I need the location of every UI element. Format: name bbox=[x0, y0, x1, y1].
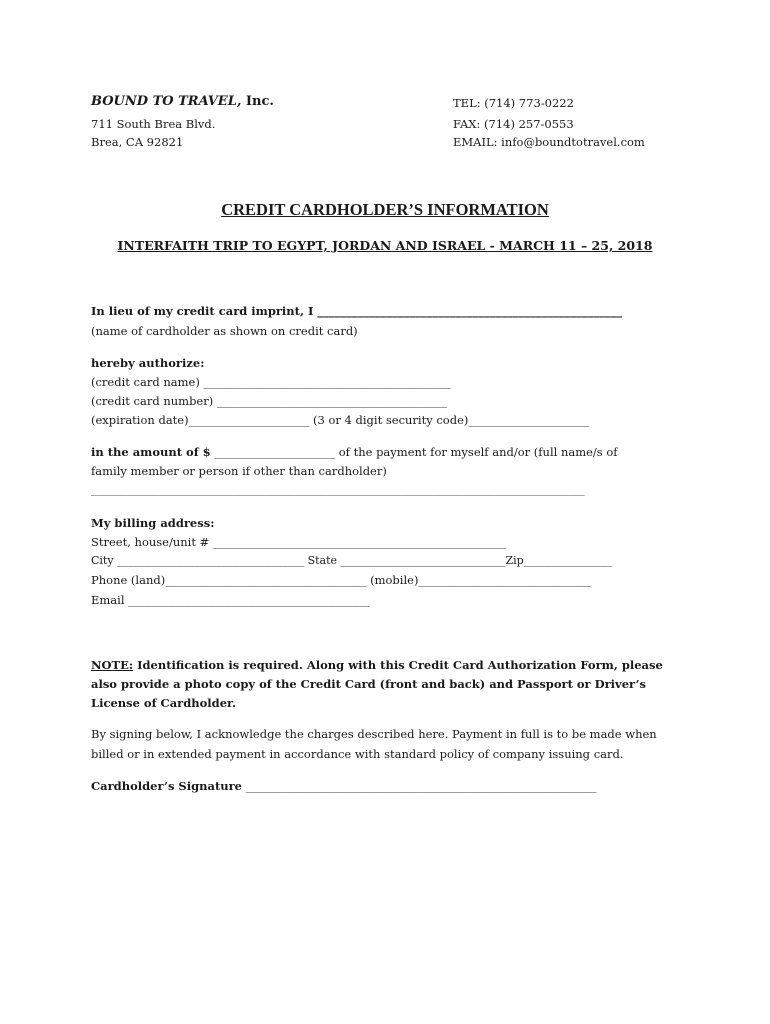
amount-label: in the amount of $ bbox=[91, 445, 211, 459]
phone-field: Phone (land)___________________________________ (mobile)______________________________ bbox=[91, 573, 591, 587]
acknowledge-line-2: billed or in extended payment in accordance with standard policy of company issuing card. bbox=[91, 747, 624, 761]
card-name-field: (credit card name) ___________________________________________ bbox=[91, 375, 451, 389]
email-field: Email __________________________________________ bbox=[91, 593, 370, 607]
company-name-suffix: Inc. bbox=[241, 94, 274, 109]
city-state-zip-field: City __________________________________ State ______________________________Zip________________ bbox=[91, 554, 612, 567]
trip-subtitle: INTERFAITH TRIP TO EGYPT, JORDAN AND ISRAEL - MARCH 11 – 25, 2018 bbox=[117, 238, 653, 253]
imprint-note: (name of cardholder as shown on credit card) bbox=[91, 324, 358, 338]
address-line-2: Brea, CA 92821 bbox=[91, 135, 184, 149]
street-field: Street, house/unit # ___________________________________________________ bbox=[91, 535, 507, 549]
amount-line-3: ______________________________________________________________________________________________ bbox=[91, 484, 585, 496]
company-name-main: BOUND TO TRAVEL, bbox=[91, 94, 242, 109]
amount-line bbox=[91, 445, 618, 459]
fax-line: FAX: (714) 257-0553 bbox=[453, 117, 574, 131]
address-line-1: 711 South Brea Blvd. bbox=[91, 117, 216, 131]
note-paragraph bbox=[91, 656, 691, 713]
tel-line: TEL: (714) 773-0222 bbox=[453, 96, 574, 110]
authorize-heading: hereby authorize: bbox=[91, 356, 205, 370]
imprint-line: In lieu of my credit card imprint, I _____________________________________________________ bbox=[91, 304, 623, 318]
signature-label: Cardholder’s Signature bbox=[91, 779, 242, 793]
card-number-field: (credit card number) ________________________________________ bbox=[91, 394, 447, 408]
signature-blank: _____________________________________________________________ bbox=[242, 779, 597, 793]
billing-heading: My billing address: bbox=[91, 516, 215, 530]
expiration-field: (expiration date)_____________________ (3 or 4 digit security code)_____________________ bbox=[91, 413, 590, 427]
note-text: Identification is required. Along with this Credit Card Authorization Form, please also provide a photo copy of the Credit Card (front and back) and Passport or Driver’s License of Cardholder. bbox=[91, 658, 663, 710]
email-line: EMAIL: info@boundtotravel.com bbox=[453, 135, 645, 149]
acknowledge-line-1: By signing below, I acknowledge the charges described here. Payment in full is to be made when bbox=[91, 727, 657, 741]
signature-line bbox=[91, 779, 596, 793]
note-label: NOTE: bbox=[91, 658, 134, 672]
amount-rest: _____________________ of the payment for myself and/or (full name/s of bbox=[210, 445, 618, 459]
page-title: CREDIT CARDHOLDER’S INFORMATION bbox=[221, 200, 549, 219]
company-name bbox=[91, 94, 274, 109]
amount-line-2: family member or person if other than cardholder) bbox=[91, 464, 387, 478]
